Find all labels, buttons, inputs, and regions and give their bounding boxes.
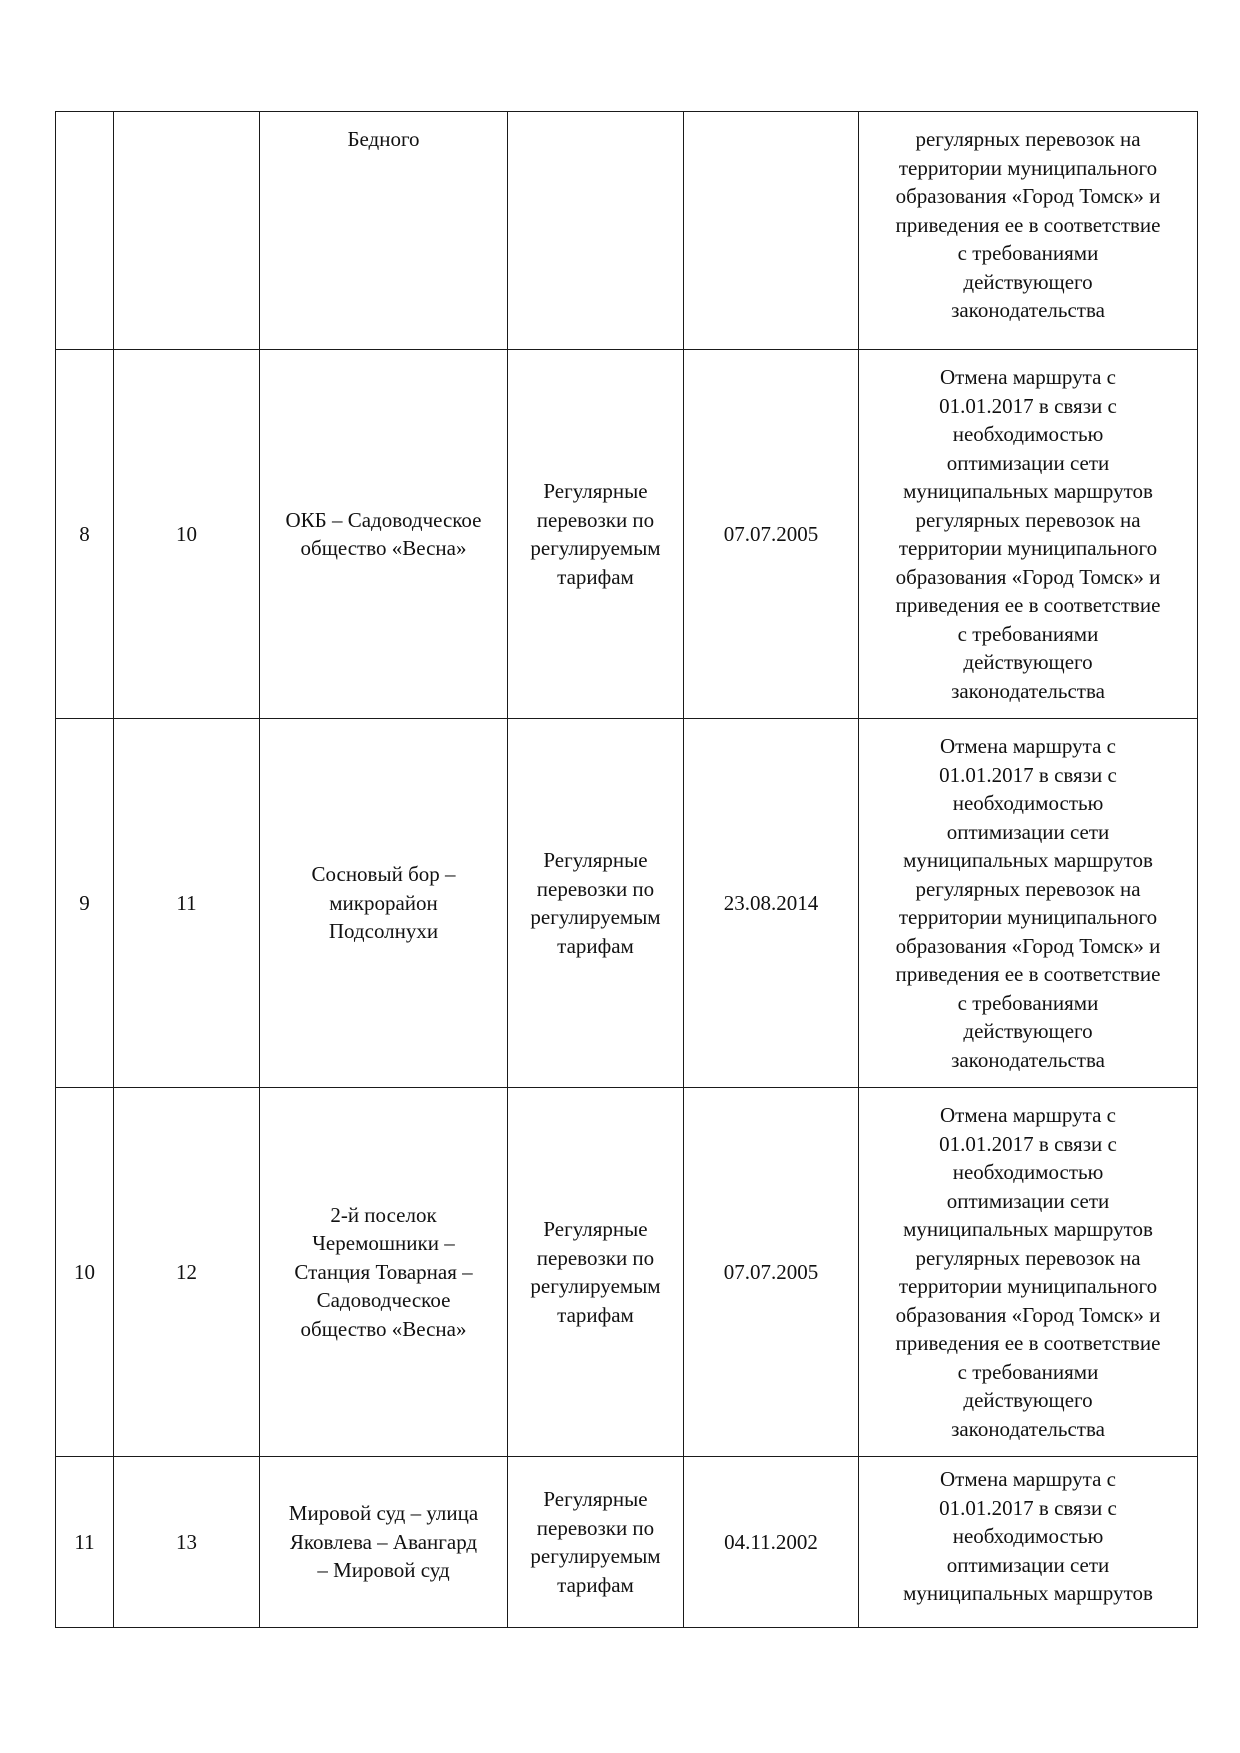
cell-route-name: Мировой суд – улица Яковлева – Авангард – Мировой суд <box>260 1457 508 1628</box>
table-row <box>56 1088 1198 1457</box>
cell-date: 23.08.2014 <box>684 719 859 1088</box>
cell-index <box>56 112 114 350</box>
cell-route-name: 2-й поселок Черемошники – Станция Товарная – Садоводческое общество «Весна» <box>260 1088 508 1457</box>
cell-index: 10 <box>56 1088 114 1457</box>
table-row <box>56 1457 1198 1628</box>
cell-route-number <box>114 112 260 350</box>
cell-route-number: 11 <box>114 719 260 1088</box>
cell-date: 07.07.2005 <box>684 1088 859 1457</box>
cell-transport-type: Регулярные перевозки по регулируемым тарифам <box>508 1088 684 1457</box>
cell-transport-type: Регулярные перевозки по регулируемым тарифам <box>508 350 684 719</box>
cell-date <box>684 112 859 350</box>
cell-reason: Отмена маршрута с 01.01.2017 в связи с необходимостью оптимизации сети муниципальных маршрутов регулярных перевозок на территории муниципального образования «Город Томск» и приведения ее в соответствие с требованиями действующего законодательства <box>859 719 1198 1088</box>
cell-transport-type: Регулярные перевозки по регулируемым тарифам <box>508 1457 684 1628</box>
cell-reason: регулярных перевозок на территории муниципального образования «Город Томск» и приведения ее в соответствие с требованиями действующего законодательства <box>859 112 1198 350</box>
cell-route-number: 13 <box>114 1457 260 1628</box>
cell-index: 11 <box>56 1457 114 1628</box>
cell-route-number: 10 <box>114 350 260 719</box>
cell-route-name: Бедного <box>260 112 508 350</box>
table-row <box>56 350 1198 719</box>
cell-index: 8 <box>56 350 114 719</box>
cell-reason: Отмена маршрута с 01.01.2017 в связи с необходимостью оптимизации сети муниципальных маршрутов <box>859 1457 1198 1628</box>
cell-route-name: Сосновый бор – микрорайон Подсолнухи <box>260 719 508 1088</box>
cell-transport-type: Регулярные перевозки по регулируемым тарифам <box>508 719 684 1088</box>
cell-reason: Отмена маршрута с 01.01.2017 в связи с необходимостью оптимизации сети муниципальных маршрутов регулярных перевозок на территории муниципального образования «Город Томск» и приведения ее в соответствие с требованиями действующего законодательства <box>859 1088 1198 1457</box>
table-row-continuation <box>56 112 1198 350</box>
cell-route-number: 12 <box>114 1088 260 1457</box>
cell-date: 07.07.2005 <box>684 350 859 719</box>
cell-route-name: ОКБ – Садоводческое общество «Весна» <box>260 350 508 719</box>
cell-transport-type <box>508 112 684 350</box>
cell-date: 04.11.2002 <box>684 1457 859 1628</box>
cell-index: 9 <box>56 719 114 1088</box>
table-row <box>56 719 1198 1088</box>
routes-table <box>55 111 1198 1628</box>
cell-reason: Отмена маршрута с 01.01.2017 в связи с необходимостью оптимизации сети муниципальных маршрутов регулярных перевозок на территории муниципального образования «Город Томск» и приведения ее в соответствие с требованиями действующего законодательства <box>859 350 1198 719</box>
